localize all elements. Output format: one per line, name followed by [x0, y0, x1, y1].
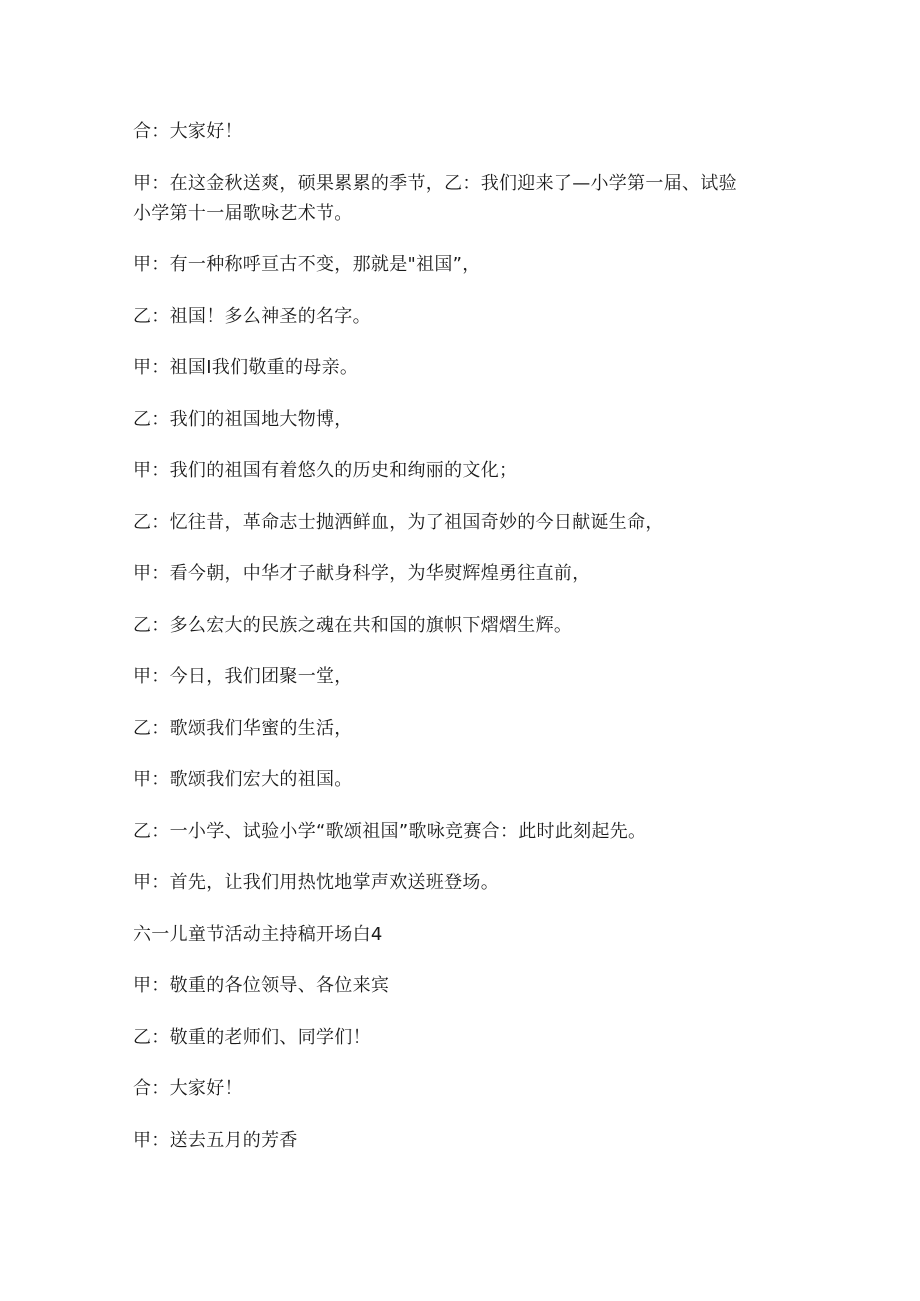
paragraph-20: 甲：送去五月的芳香	[133, 1129, 298, 1151]
paragraph-7: 甲：我们的祖国有着悠久的历史和绚丽的文化；	[133, 460, 518, 481]
paragraph-9: 甲：看今朝，中华才子献身科学，为华熨辉煌勇往直前，	[133, 563, 591, 584]
paragraph-12: 乙：歌颂我们华蜜的生活，	[133, 717, 353, 739]
paragraph-6: 乙：我们的祖国地大物博，	[133, 408, 353, 430]
paragraph-10: 乙：多么宏大的民族之魂在共和国的旗帜下熠熠生辉。	[133, 614, 573, 636]
paragraph-4: 乙：祖国！多么神圣的名字。	[133, 305, 371, 327]
section-heading: 六一儿童节活动主持稿开场白4	[133, 923, 383, 945]
paragraph-15: 甲：首先，让我们用热忱地掌声欢送班登场。	[133, 872, 499, 893]
paragraph-8: 乙：忆往昔，革命志士抛洒鲜血，为了祖国奇妙的今日献诞生命，	[133, 511, 664, 533]
paragraph-5: 甲：祖国I我们敬重的母亲。	[133, 357, 359, 378]
paragraph-14: 乙：一小学、试验小学“歌颂祖国”歌咏竞赛合：此时此刻起先。	[133, 820, 647, 842]
document-body	[133, 117, 753, 1177]
paragraph-17: 甲：敬重的各位领导、各位来宾	[133, 975, 390, 996]
paragraph-19: 合：大家好！	[133, 1078, 243, 1099]
paragraph-11: 甲：今日，我们团聚一堂，	[133, 666, 353, 687]
paragraph-1: 合：大家好！	[133, 121, 243, 142]
paragraph-13: 甲：歌颂我们宏大的祖国。	[133, 769, 353, 790]
paragraph-2: 甲：在这金秋送爽，硕果累累的季节，乙：我们迎来了—小学第一届、试验小学第十一届歌咏艺术节。	[133, 172, 737, 224]
paragraph-3: 甲：有一种称呼亘古不变，那就是"祖国”，	[133, 254, 481, 275]
paragraph-18: 乙：敬重的老师们、同学们！	[133, 1026, 371, 1048]
